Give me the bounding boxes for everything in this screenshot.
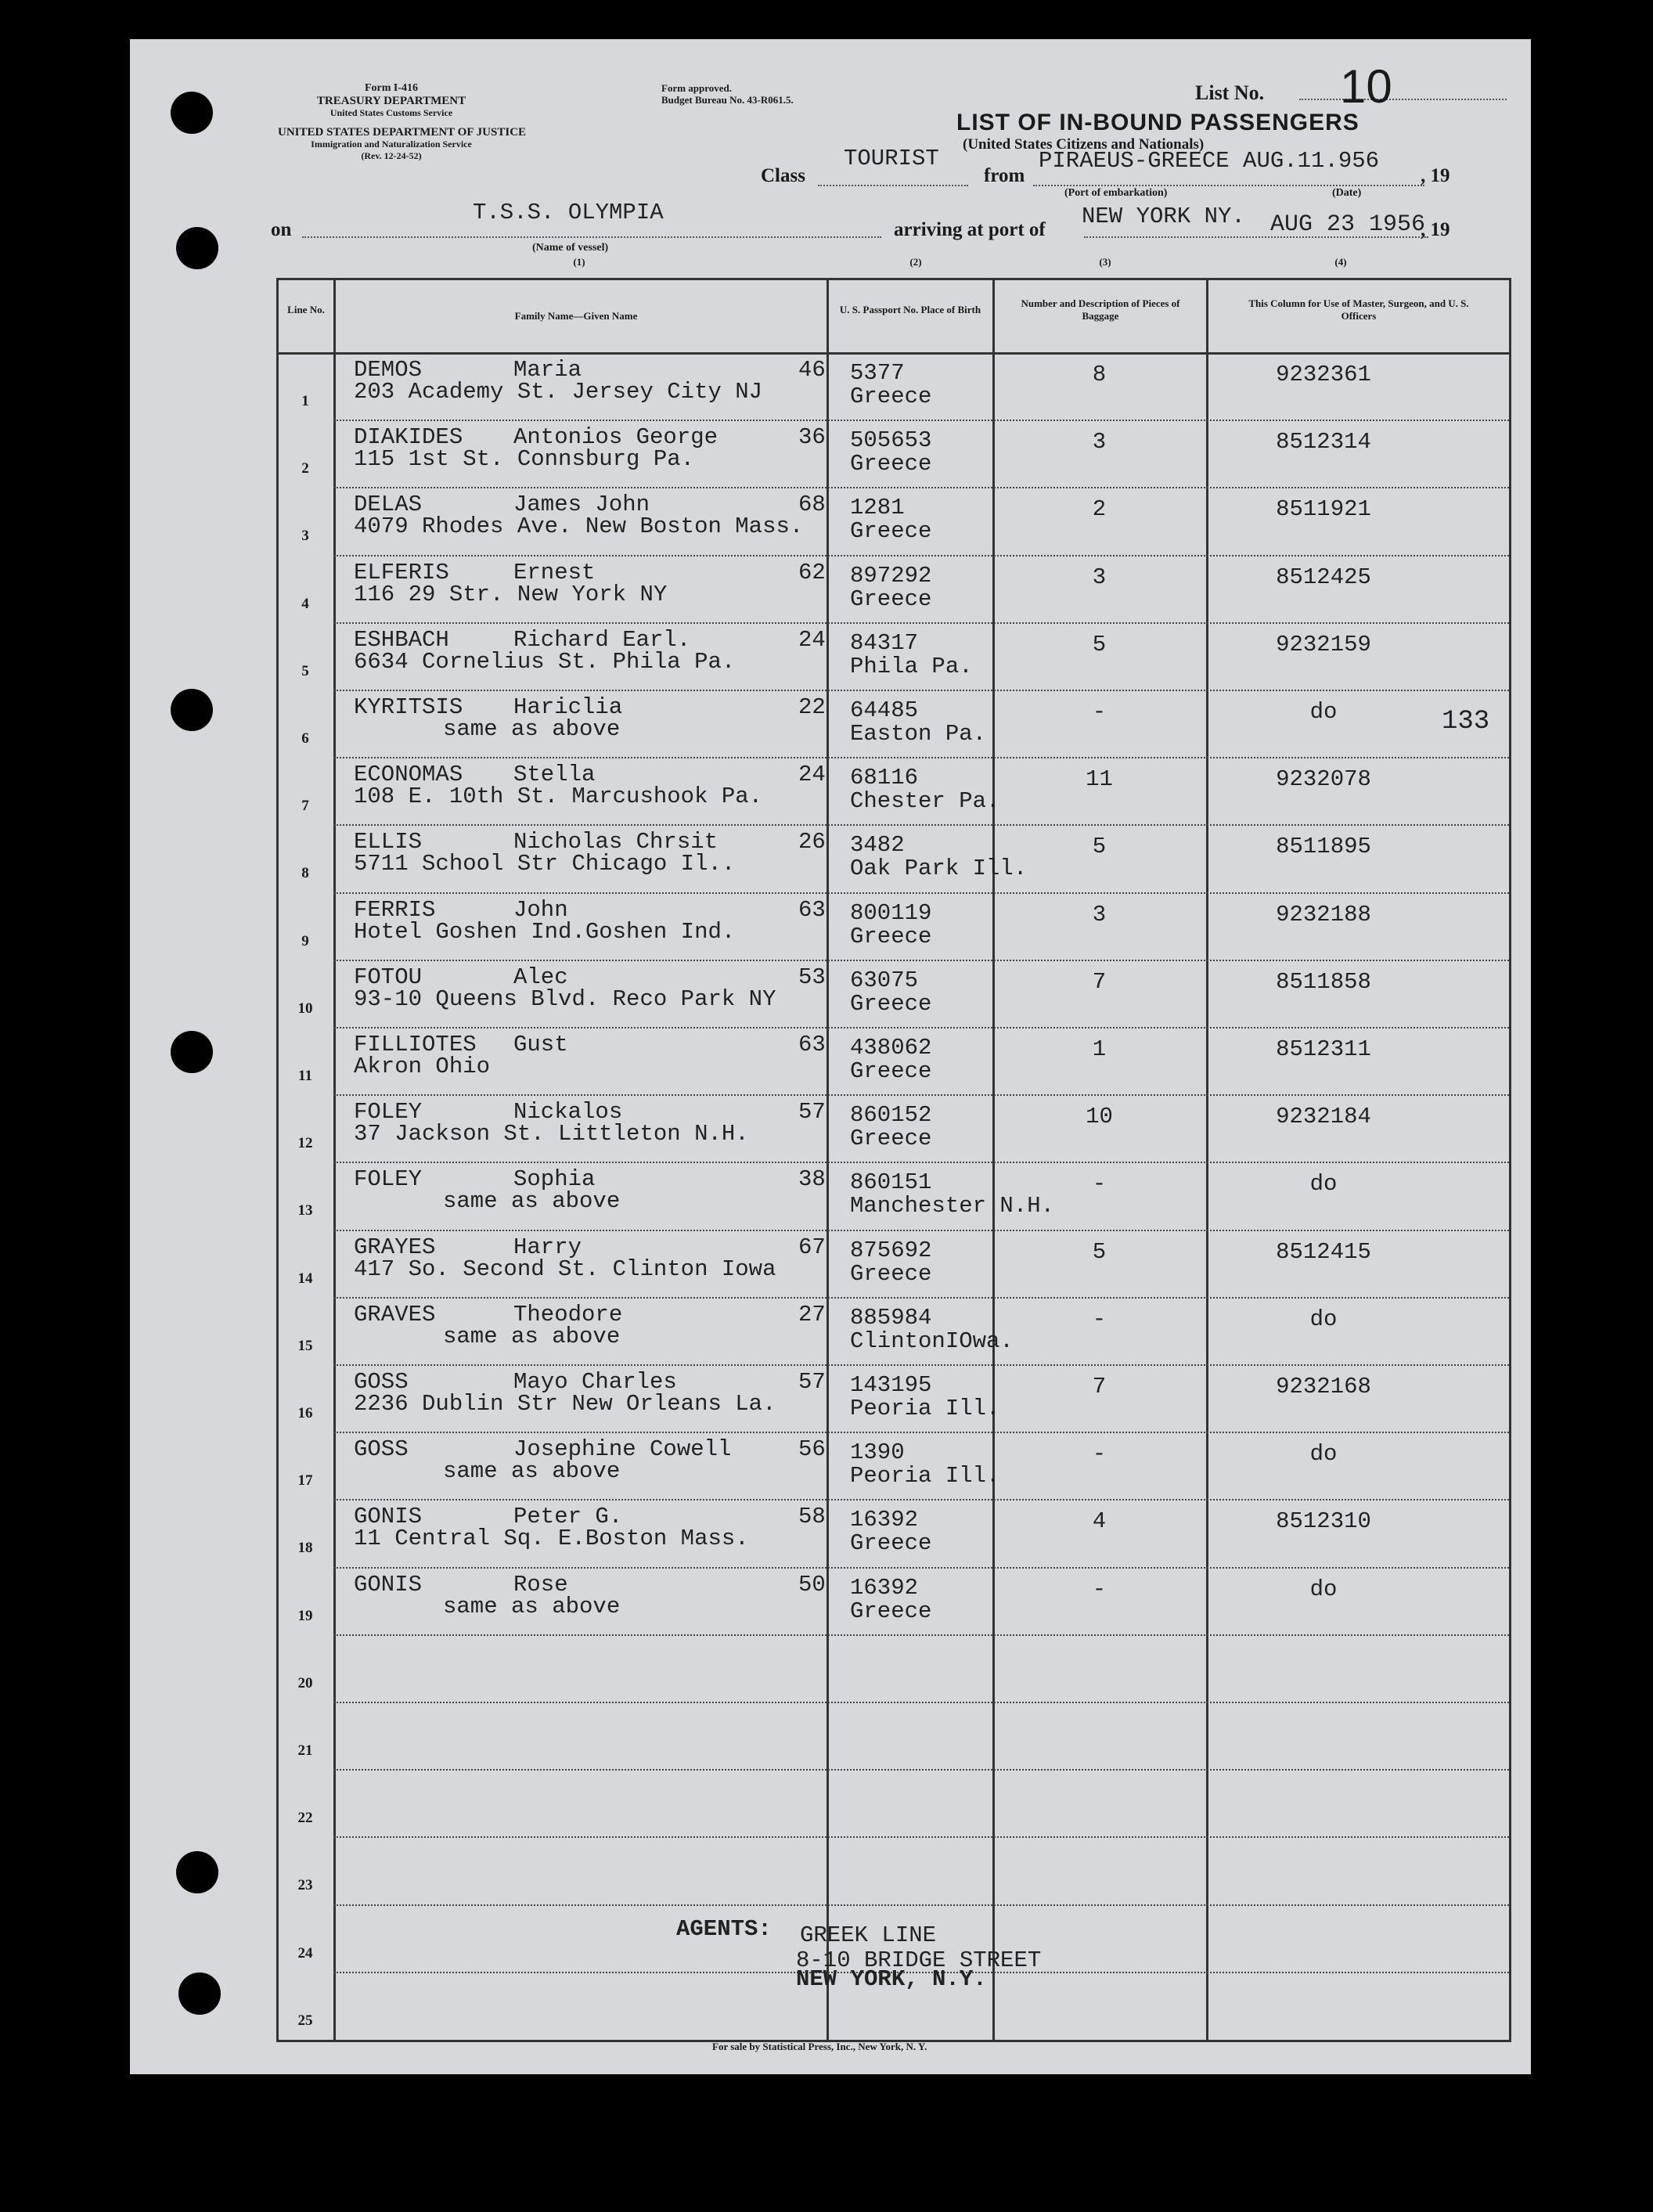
arrival-date: AUG 23 1956: [1270, 211, 1426, 238]
treasury-label: TREASURY DEPARTMENT: [316, 95, 466, 107]
family-name: KYRITSIS: [354, 694, 463, 720]
officer-entry: 8512425: [1276, 564, 1371, 590]
line-number: 2: [301, 460, 309, 477]
punch-hole: [171, 689, 213, 731]
given-name: Theodore: [513, 1301, 623, 1328]
officer-entry: 9232361: [1276, 362, 1371, 387]
passport-number: 800119: [850, 899, 932, 926]
line-number: 16: [297, 1405, 313, 1421]
baggage-count: 10: [1086, 1104, 1113, 1130]
form-subtitle: (United States Citizens and Nationals): [963, 136, 1205, 153]
age: 27: [798, 1301, 826, 1328]
officer-entry: 8512314: [1276, 429, 1371, 456]
given-name: Harry: [513, 1234, 582, 1260]
agents-line-3: NEW YORK, N.Y.: [796, 1966, 987, 1992]
baggage-count: -: [1092, 699, 1107, 725]
officer-entry: 8511921: [1276, 496, 1371, 523]
place-of-birth: Greece: [850, 1598, 932, 1624]
from-label: from: [984, 165, 1025, 186]
baggage-count: 3: [1092, 564, 1107, 590]
place-of-birth: Phila Pa.: [850, 653, 973, 679]
officer-entry: 9232078: [1276, 766, 1371, 793]
given-name: Ernest: [513, 559, 596, 585]
given-name: Richard Earl.: [513, 626, 691, 653]
family-name: FOTOU: [354, 964, 423, 990]
budget-bureau: Budget Bureau No. 43-R061.5.: [661, 94, 794, 106]
baggage-count: 2: [1092, 496, 1107, 523]
class-value: TOURIST: [844, 146, 939, 171]
line-number: 25: [297, 2012, 313, 2029]
age: 36: [798, 424, 826, 451]
arriving-label: arriving at port of: [894, 219, 1046, 240]
col-header-name: Family Name—Given Name: [514, 310, 638, 322]
address: 11 Central Sq. E.Boston Mass.: [354, 1526, 749, 1552]
passport-number: 860151: [850, 1169, 932, 1196]
address: 115 1st St. Connsburg Pa.: [354, 446, 695, 473]
year-label-2: , 19: [1421, 219, 1450, 240]
place-of-birth: Easton Pa.: [850, 721, 987, 747]
age: 53: [798, 964, 826, 990]
given-name: Rose: [513, 1571, 568, 1598]
passport-number: 64485: [850, 697, 919, 723]
agents-label: AGENTS:: [676, 1916, 772, 1942]
line-number: 18: [297, 1540, 313, 1557]
family-name: FERRIS: [354, 896, 436, 923]
officer-entry: 9232159: [1276, 631, 1371, 657]
place-of-birth: Greece: [850, 1058, 932, 1084]
family-name: GOSS: [354, 1436, 409, 1463]
agents-line-2: 8-10 BRIDGE STREET: [796, 1947, 1042, 1973]
given-name: Stella: [513, 762, 596, 788]
family-name: ESHBACH: [354, 626, 449, 653]
age: 63: [798, 1032, 826, 1057]
passport-number: 1390: [850, 1439, 905, 1466]
line-number: 13: [297, 1202, 313, 1219]
place-of-birth: Greece: [850, 990, 932, 1017]
age: 46: [798, 357, 826, 383]
address: same as above: [443, 1458, 621, 1485]
age: 57: [798, 1369, 826, 1395]
col-header-officers: This Column for Use of Master, Surgeon, and U. S. Officers: [1248, 297, 1469, 322]
officer-entry: 8511858: [1276, 968, 1371, 995]
passport-number: 438062: [850, 1035, 932, 1061]
line-number: 12: [297, 1135, 313, 1152]
given-name: Antonios George: [513, 424, 718, 451]
family-name: ELFERIS: [354, 559, 449, 585]
baggage-count: 4: [1092, 1508, 1107, 1535]
line-number: 20: [297, 1674, 313, 1691]
line-number: 4: [301, 595, 309, 612]
officer-entry: 8512310: [1276, 1508, 1371, 1535]
footer-printer: For sale by Statistical Press, Inc., New York, N. Y.: [712, 2041, 927, 2052]
passport-number: 1281: [850, 495, 905, 521]
col-number: (4): [1334, 256, 1347, 268]
line-number: 22: [297, 1810, 313, 1827]
family-name: GRAYES: [354, 1234, 436, 1260]
family-name: DEMOS: [354, 357, 423, 383]
address: 93-10 Queens Blvd. Reco Park NY: [354, 985, 776, 1012]
address: 2236 Dublin Str New Orleans La.: [354, 1391, 776, 1417]
family-name: FILLIOTES: [354, 1032, 477, 1057]
year-label-1: , 19: [1421, 165, 1450, 186]
punch-hole: [171, 1031, 213, 1073]
passport-number: 84317: [850, 629, 919, 656]
officer-entry: do: [1309, 1441, 1338, 1468]
place-of-birth: ClintonIOwa.: [850, 1328, 1014, 1354]
given-name: Peter G.: [513, 1504, 623, 1530]
line-number: 1: [301, 393, 309, 409]
family-name: ECONOMAS: [354, 762, 463, 788]
officer-entry: 8512311: [1276, 1036, 1371, 1062]
line-number: 17: [297, 1472, 313, 1490]
address: Akron Ohio: [354, 1054, 491, 1079]
col-header-line: Line No.: [287, 304, 325, 315]
baggage-count: 3: [1092, 901, 1107, 928]
family-name: GONIS: [354, 1571, 423, 1598]
officer-entry: do: [1309, 1171, 1338, 1198]
place-of-birth: Peoria Ill.: [850, 1396, 1000, 1421]
officer-entry: 8512415: [1276, 1238, 1371, 1265]
passport-number: 3482: [850, 832, 905, 859]
line-number: 6: [301, 730, 309, 747]
passport-number: 16392: [850, 1574, 919, 1601]
port-caption: (Port of embarkation): [1064, 187, 1168, 199]
place-of-birth: Greece: [850, 518, 932, 545]
place-of-birth: Greece: [850, 923, 932, 949]
date-caption: (Date): [1332, 187, 1362, 199]
on-label: on: [271, 219, 292, 240]
address: 108 E. 10th St. Marcushook Pa.: [354, 784, 763, 810]
address: same as above: [443, 1323, 621, 1349]
passport-number: 5377: [850, 360, 905, 386]
address: 116 29 Str. New York NY: [354, 581, 668, 607]
baggage-count: 5: [1092, 834, 1107, 860]
given-name: Mayo Charles: [513, 1369, 677, 1395]
place-of-birth: Chester Pa.: [850, 788, 1000, 815]
place-of-birth: Oak Park Ill.: [850, 856, 1028, 882]
passport-number: 505653: [850, 427, 932, 454]
officer-entry: 9232168: [1276, 1374, 1371, 1400]
baggage-count: 7: [1092, 1374, 1107, 1400]
baggage-count: 5: [1092, 1238, 1107, 1265]
punch-hole: [178, 1972, 221, 2015]
given-name: James John: [513, 492, 650, 518]
justice-label: UNITED STATES DEPARTMENT OF JUSTICE: [278, 126, 527, 139]
address: Hotel Goshen Ind.Goshen Ind.: [354, 918, 736, 945]
age: 63: [798, 896, 826, 923]
line-number: 14: [297, 1270, 313, 1287]
given-name: Nicholas Chrsit: [513, 829, 718, 856]
officer-entry: do: [1309, 1576, 1338, 1602]
place-of-birth: Greece: [850, 585, 932, 612]
baggage-count: -: [1092, 1441, 1107, 1468]
place-of-birth: Peoria Ill.: [850, 1463, 1000, 1490]
address: 6634 Cornelius St. Phila Pa.: [354, 648, 736, 675]
passport-number: 143195: [850, 1372, 932, 1398]
age: 56: [798, 1436, 826, 1463]
ins-label: Immigration and Naturalization Service: [311, 139, 472, 150]
line-number: 10: [297, 1000, 313, 1017]
list-number: 10: [1340, 60, 1392, 113]
form-title: LIST OF IN-BOUND PASSENGERS: [956, 110, 1359, 135]
form-number: Form I-416: [364, 82, 419, 94]
place-of-birth: Greece: [850, 384, 932, 409]
passport-number: 860152: [850, 1102, 932, 1129]
baggage-count: -: [1092, 1306, 1107, 1332]
col-number: (2): [909, 256, 922, 268]
passport-number: 63075: [850, 967, 919, 993]
passport-number: 68116: [850, 765, 919, 791]
vessel-caption: (Name of vessel): [532, 242, 609, 254]
given-name: Sophia: [513, 1166, 596, 1193]
given-name: Gust: [513, 1032, 568, 1057]
customs-label: United States Customs Service: [330, 107, 453, 118]
punch-hole: [176, 227, 218, 269]
age: 26: [798, 829, 826, 856]
col-header-passport: U. S. Passport No. Place of Birth: [839, 304, 981, 315]
age: 58: [798, 1504, 826, 1530]
address: 4079 Rhodes Ave. New Boston Mass.: [354, 513, 804, 540]
line-number: 24: [297, 1944, 313, 1962]
address: 37 Jackson St. Littleton N.H.: [354, 1121, 749, 1147]
line-number: 8: [301, 865, 309, 882]
family-name: GONIS: [354, 1504, 423, 1530]
revision-label: (Rev. 12-24-52): [361, 150, 422, 161]
family-name: DIAKIDES: [354, 424, 463, 451]
family-name: GRAVES: [354, 1301, 436, 1328]
passport-number: 875692: [850, 1237, 932, 1263]
given-name: Nickalos: [513, 1099, 623, 1126]
col-number: (1): [573, 256, 585, 268]
officer-entry: do: [1309, 1306, 1338, 1332]
family-name: GOSS: [354, 1369, 409, 1395]
passport-number: 885984: [850, 1304, 932, 1331]
arrival-port: NEW YORK NY.: [1082, 204, 1245, 229]
age: 57: [798, 1099, 826, 1126]
baggage-count: 8: [1092, 362, 1107, 387]
baggage-count: -: [1092, 1171, 1107, 1198]
line-number: 23: [297, 1877, 313, 1894]
baggage-count: -: [1092, 1576, 1107, 1602]
given-name: Josephine Cowell: [513, 1436, 732, 1463]
officer-entry: do: [1309, 699, 1338, 725]
given-name: Maria: [513, 357, 582, 383]
age: 68: [798, 492, 826, 518]
baggage-count: 5: [1092, 631, 1107, 657]
family-name: FOLEY: [354, 1099, 423, 1126]
given-name: John: [513, 896, 568, 923]
age: 38: [798, 1166, 826, 1193]
embarkation-port-date: PIRAEUS-GREECE AUG.11.956: [1039, 148, 1380, 174]
form-approved: Form approved.: [661, 82, 733, 94]
place-of-birth: Greece: [850, 1126, 932, 1152]
agents-line-1: GREEK LINE: [800, 1922, 937, 1948]
family-name: DELAS: [354, 492, 423, 518]
family-name: ELLIS: [354, 829, 423, 856]
address: 203 Academy St. Jersey City NJ: [354, 379, 763, 405]
vessel-name: T.S.S. OLYMPIA: [473, 200, 664, 225]
officer-entry: 8511895: [1276, 834, 1371, 860]
line-number: 11: [298, 1068, 312, 1084]
line-number: 21: [297, 1742, 313, 1759]
given-name: Hariclia: [513, 694, 623, 720]
officer-entry: 9232188: [1276, 901, 1371, 928]
punch-hole: [176, 1851, 218, 1893]
address: same as above: [443, 1188, 621, 1215]
passenger-table: [276, 278, 1511, 2042]
age: 22: [798, 694, 826, 720]
address: 417 So. Second St. Clinton Iowa: [354, 1256, 776, 1282]
class-label: Class: [761, 165, 805, 186]
line-number: 9: [301, 932, 309, 949]
line-number: 5: [301, 662, 309, 679]
passport-number: 16392: [850, 1507, 919, 1533]
baggage-count: 7: [1092, 968, 1107, 995]
baggage-count: 11: [1086, 766, 1113, 793]
age: 24: [798, 762, 826, 788]
list-no-label: List No.: [1195, 81, 1265, 104]
col-number: (3): [1099, 256, 1111, 268]
line-number: 15: [297, 1337, 313, 1354]
given-name: Alec: [513, 964, 568, 990]
age: 50: [798, 1571, 826, 1598]
age: 67: [798, 1234, 826, 1260]
passport-number: 897292: [850, 562, 932, 589]
place-of-birth: Greece: [850, 1530, 932, 1557]
place-of-birth: Greece: [850, 1260, 932, 1287]
place-of-birth: Manchester N.H.: [850, 1193, 1055, 1219]
place-of-birth: Greece: [850, 451, 932, 477]
officer-entry: 9232184: [1276, 1104, 1371, 1130]
baggage-count: 3: [1092, 429, 1107, 456]
line-number: 7: [301, 798, 309, 815]
address: same as above: [443, 1593, 621, 1619]
col-header-baggage: Number and Description of Pieces of Baggage: [1021, 297, 1180, 322]
margin-note: 133: [1442, 707, 1490, 737]
address: same as above: [443, 716, 621, 742]
punch-hole: [171, 92, 213, 134]
baggage-count: 1: [1092, 1036, 1107, 1062]
address: 5711 School Str Chicago Il..: [354, 851, 736, 877]
line-number: 19: [297, 1607, 313, 1624]
age: 62: [798, 559, 826, 585]
line-number: 3: [301, 528, 309, 545]
family-name: FOLEY: [354, 1166, 423, 1193]
age: 24: [798, 626, 826, 653]
